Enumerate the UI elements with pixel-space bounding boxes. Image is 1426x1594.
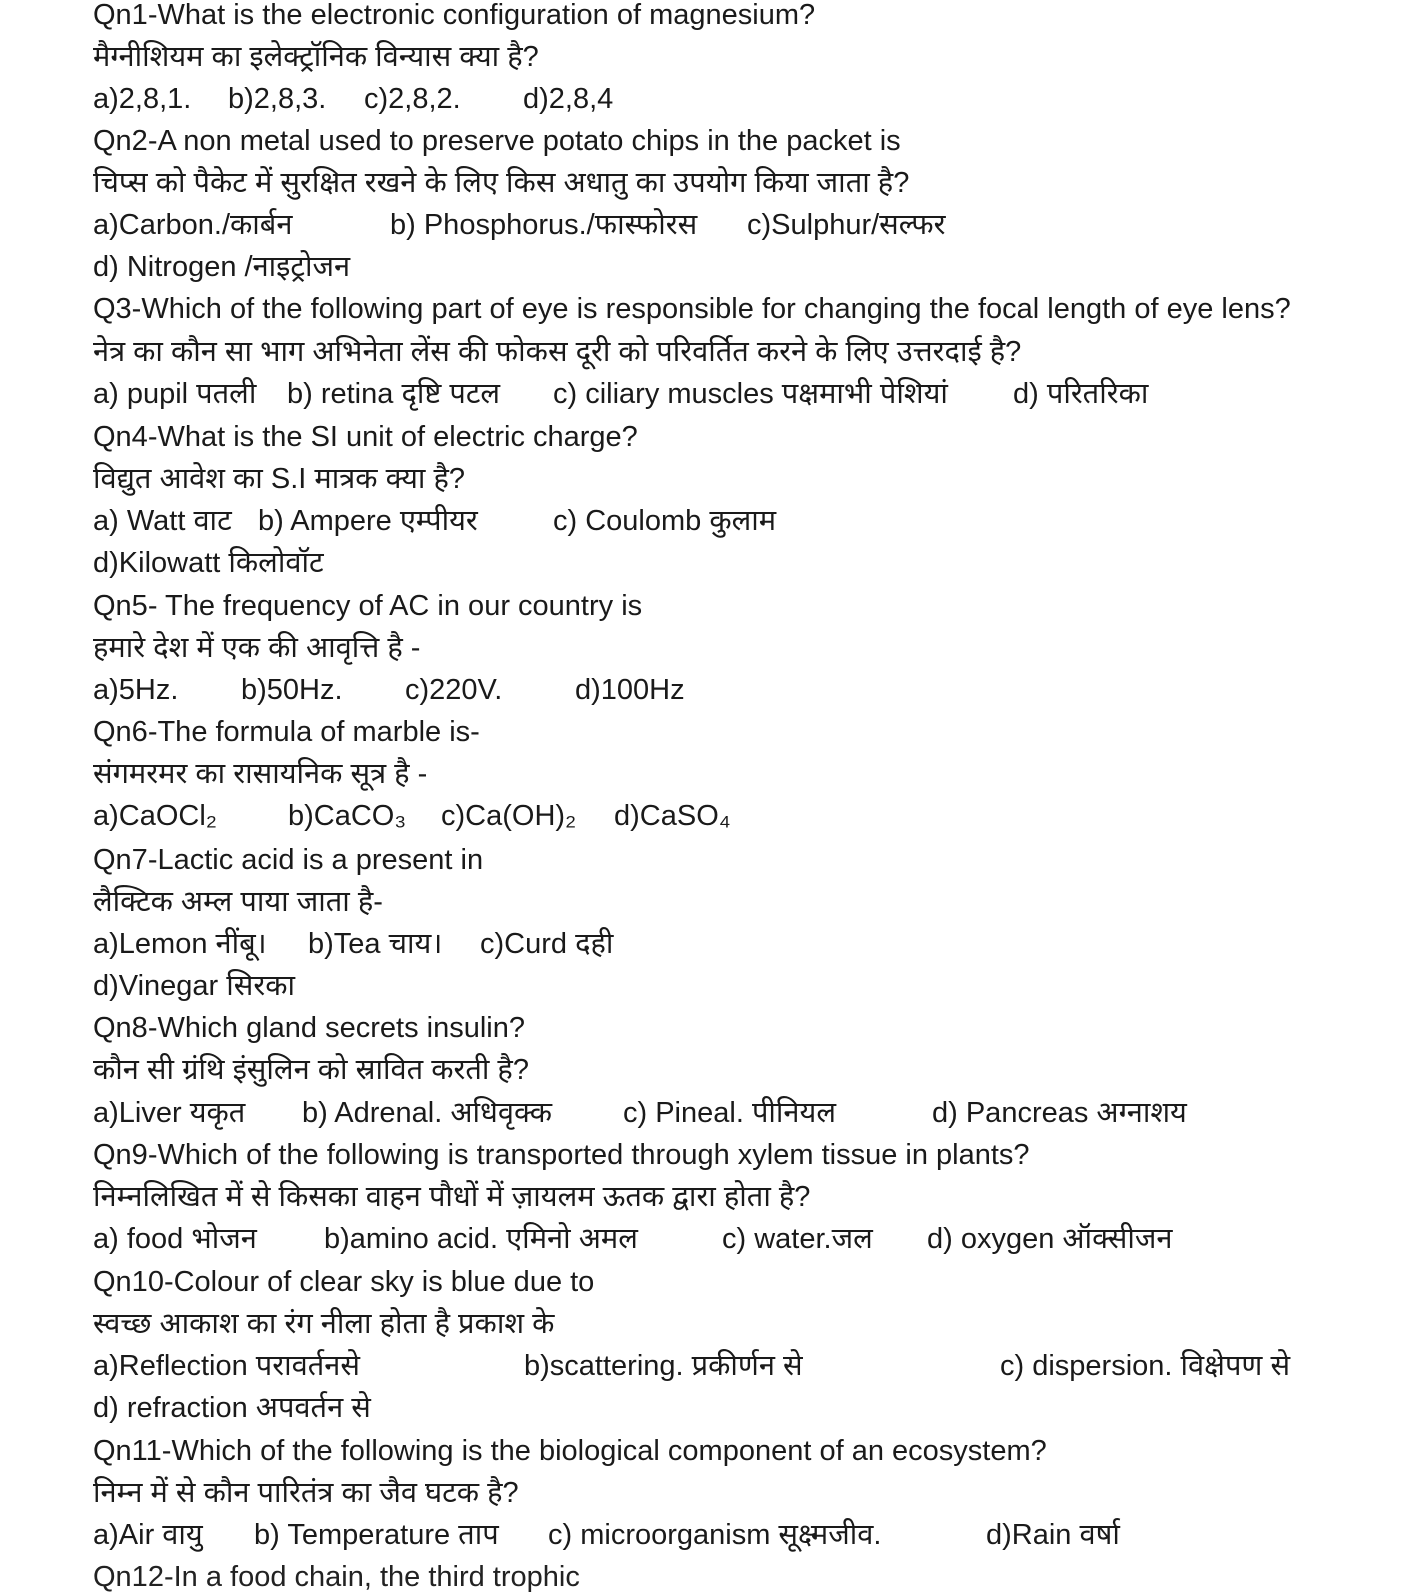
- option-c: c)2,8,2.: [364, 83, 461, 115]
- question-5-english: Qn5- The frequency of AC in our country is: [93, 590, 643, 622]
- option-d: d)2,8,4: [523, 83, 614, 115]
- question-3-english: Q3-Which of the following part of eye is responsible for changing the focal length of eye lens?: [93, 293, 1291, 325]
- question-1-english: Qn1-What is the electronic configuration of magnesium?: [93, 0, 816, 31]
- question-9-english: Qn9-Which of the following is transported through xylem tissue in plants?: [93, 1139, 1030, 1171]
- question-8-english: Qn8-Which gland secrets insulin?: [93, 1012, 525, 1044]
- option-b: b)scattering. प्रकीर्णन से: [524, 1350, 803, 1382]
- question-7-hindi: लैक्टिक अम्ल पाया जाता है-: [93, 886, 383, 918]
- question-6-english: Qn6-The formula of marble is-: [93, 716, 480, 748]
- option-d: d) Pancreas अग्नाशय: [932, 1097, 1187, 1129]
- option-d: d)Rain वर्षा: [986, 1519, 1120, 1551]
- question-12-english-cutoff: Qn12-In a food chain, the third trophic: [93, 1561, 580, 1593]
- option-b: b) retina दृष्टि पटल: [287, 378, 501, 410]
- option-b: b) Adrenal. अधिवृक्क: [302, 1097, 553, 1129]
- option-c: c)Ca(OH)₂: [441, 800, 577, 832]
- option-b: b) Temperature ताप: [254, 1519, 499, 1551]
- option-c: c) Coulomb कुलाम: [553, 505, 777, 537]
- option-a: a)Lemon नींबू।: [93, 928, 267, 960]
- option-a: a)5Hz.: [93, 674, 179, 706]
- option-c: c) water.जल: [722, 1223, 873, 1255]
- option-b: b) Phosphorus./फास्फोरस: [390, 209, 698, 241]
- question-11-english: Qn11-Which of the following is the biological component of an ecosystem?: [93, 1435, 1047, 1467]
- question-11-hindi: निम्न में से कौन पारितंत्र का जैव घटक है?: [93, 1477, 519, 1509]
- option-b: b)CaCO₃: [288, 800, 407, 832]
- option-c: c) Pineal. पीनियल: [623, 1097, 837, 1129]
- option-b: b)50Hz.: [241, 674, 343, 706]
- option-b: b)2,8,3.: [228, 83, 327, 115]
- question-3-hindi: नेत्र का कौन सा भाग अभिनेता लेंस की फोकस दूरी को परिवर्तित करने के लिए उत्तरदाई है?: [93, 336, 1022, 368]
- option-a: a)CaOCl₂: [93, 800, 218, 832]
- option-c: c) microorganism सूक्ष्मजीव.: [548, 1519, 882, 1551]
- option-a: a)Reflection परावर्तनसे: [93, 1350, 360, 1382]
- option-a: a) pupil पतली: [93, 378, 257, 410]
- option-c: c)220V.: [405, 674, 503, 706]
- question-5-hindi: हमारे देश में एक की आवृत्ति है -: [93, 632, 421, 664]
- question-2-hindi: चिप्स को पैकेट में सुरक्षित रखने के लिए किस अधातु का उपयोग किया जाता है?: [93, 167, 910, 199]
- question-8-hindi: कौन सी ग्रंथि इंसुलिन को स्रावित करती है?: [93, 1054, 529, 1086]
- option-d: d)CaSO₄: [614, 800, 731, 832]
- option-d: d) oxygen ऑक्सीजन: [927, 1223, 1173, 1255]
- option-b: b) Ampere एम्पीयर: [258, 505, 478, 537]
- option-a: a)Carbon./कार्बन: [93, 209, 293, 241]
- question-6-hindi: संगमरमर का रासायनिक सूत्र है -: [93, 758, 428, 790]
- question-9-hindi: निम्नलिखित में से किसका वाहन पौधों में ज़ायलम ऊतक द्वारा होता है?: [93, 1181, 811, 1213]
- option-a: a)2,8,1.: [93, 83, 192, 115]
- option-d: d)100Hz: [575, 674, 685, 706]
- question-7-english: Qn7-Lactic acid is a present in: [93, 844, 484, 876]
- option-a: a) Watt वाट: [93, 505, 232, 537]
- question-2-english: Qn2-A non metal used to preserve potato chips in the packet is: [93, 125, 901, 157]
- option-d: d) Nitrogen /नाइट्रोजन: [93, 251, 351, 283]
- question-10-hindi: स्वच्छ आकाश का रंग नीला होता है प्रकाश के: [93, 1308, 555, 1340]
- option-c: c)Sulphur/सल्फर: [747, 209, 946, 241]
- option-c: c)Curd दही: [480, 928, 614, 960]
- option-d: d) refraction अपवर्तन से: [93, 1392, 371, 1424]
- question-10-english: Qn10-Colour of clear sky is blue due to: [93, 1266, 595, 1298]
- question-4-hindi: विद्युत आवेश का S.I मात्रक क्या है?: [93, 463, 466, 495]
- option-c: c) ciliary muscles पक्षमाभी पेशियां: [553, 378, 948, 410]
- question-1-hindi: मैग्नीशियम का इलेक्ट्रॉनिक विन्यास क्या है?: [93, 41, 539, 73]
- option-d: d) परितरिका: [1013, 378, 1149, 410]
- option-b: b)Tea चाय।: [308, 928, 443, 960]
- option-c: c) dispersion. विक्षेपण से: [1000, 1350, 1291, 1382]
- question-4-english: Qn4-What is the SI unit of electric charge?: [93, 421, 638, 453]
- option-a: a)Air वायु: [93, 1519, 203, 1551]
- option-a: a)Liver यकृत: [93, 1097, 246, 1129]
- option-d: d)Vinegar सिरका: [93, 970, 296, 1002]
- option-b: b)amino acid. एमिनो अमल: [324, 1223, 638, 1255]
- option-d: d)Kilowatt किलोवॉट: [93, 547, 324, 579]
- option-a: a) food भोजन: [93, 1223, 257, 1255]
